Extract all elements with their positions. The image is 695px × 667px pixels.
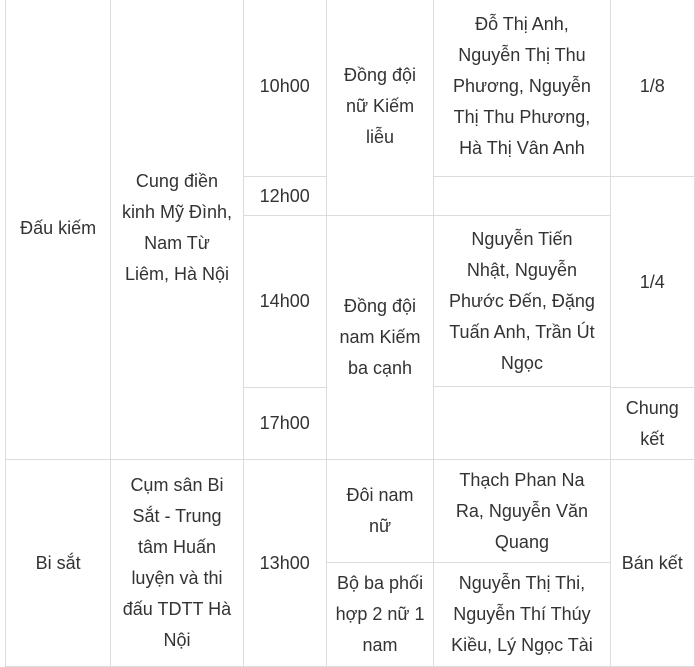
- sport-name-cell: Đấu kiếm: [6, 0, 111, 460]
- round-cell: [610, 177, 695, 388]
- text-line: Đồng đội: [344, 296, 417, 316]
- text-line: Đỗ Thị Anh,: [475, 14, 569, 34]
- athletes-cell: [434, 177, 610, 216]
- time-cell: 14h00: [243, 216, 326, 388]
- athletes-cell: [434, 460, 610, 563]
- time-cell: 13h00: [243, 460, 326, 667]
- time-cell: 10h00: [243, 0, 326, 177]
- text-line: Hà Thị Vân Anh: [459, 138, 585, 158]
- venue-cell: [111, 460, 244, 667]
- text-line: Cung điền: [135, 171, 218, 191]
- athletes-cell: [434, 387, 610, 460]
- text-line: Liêm, Hà Nội: [124, 264, 229, 284]
- round-cell: [610, 0, 695, 177]
- text-line: kết: [640, 428, 665, 449]
- round-cell: [610, 460, 695, 667]
- text-line: Thạch Phan Na: [459, 469, 585, 490]
- athletes-cell: [434, 216, 610, 387]
- schedule-table: [5, 0, 695, 667]
- text-line: nữ Kiếm: [346, 95, 415, 116]
- text-line: Nguyễn Thị Thu: [458, 45, 586, 65]
- text-line: luyện và thi: [131, 568, 223, 588]
- text-line: Tuấn Anh, Trần Út: [449, 321, 595, 342]
- text-line: Nhật, Nguyễn: [466, 259, 577, 280]
- event-cell: [326, 460, 434, 563]
- text-line: Ngọc: [500, 352, 543, 373]
- text-line: Nội: [163, 630, 191, 650]
- time-cell: 17h00: [243, 388, 326, 460]
- event-cell: [326, 563, 434, 667]
- text-line: kinh Mỹ Đình,: [121, 202, 232, 222]
- text-line: Cụm sân Bi: [130, 475, 224, 495]
- athletes-cell: [434, 563, 610, 667]
- text-line: Bộ ba phối: [337, 573, 424, 593]
- text-line: Phước Đến, Đặng: [448, 290, 595, 311]
- event-cell: [326, 216, 434, 460]
- text-line: hợp 2 nữ 1: [335, 604, 425, 624]
- text-line: Quang: [494, 531, 549, 552]
- text-line: 1/8: [639, 76, 665, 96]
- event-cell: [326, 0, 434, 216]
- text-line: nam: [362, 635, 398, 655]
- text-line: Nguyễn Tiến: [471, 228, 573, 249]
- sport-name-cell: Bi sắt: [6, 460, 111, 667]
- text-line: liễu: [366, 126, 395, 147]
- text-line: nữ: [369, 516, 392, 536]
- text-line: Nam Từ: [144, 233, 210, 253]
- table-row: [6, 0, 695, 177]
- text-line: nam Kiếm: [339, 327, 421, 347]
- round-cell: [610, 388, 695, 460]
- venue-cell: [111, 0, 244, 460]
- text-line: Đôi nam: [346, 485, 414, 505]
- athletes-cell: [434, 0, 610, 177]
- text-line: đấu TDTT Hà: [122, 599, 232, 619]
- time-cell: 12h00: [243, 177, 326, 216]
- text-line: tâm Huấn: [137, 537, 216, 557]
- text-line: Phương, Nguyễn: [452, 76, 591, 96]
- text-line: Chung: [625, 397, 679, 418]
- text-line: Ra, Nguyễn Văn: [455, 500, 588, 521]
- text-line: Nguyễn Thí Thúy: [453, 604, 591, 624]
- text-line: ba cạnh: [348, 358, 413, 378]
- text-line: Sắt - Trung: [132, 506, 222, 526]
- text-line: Thị Thu Phương,: [453, 107, 591, 127]
- text-line: Nguyễn Thị Thi,: [458, 573, 586, 593]
- text-line: Đồng đội: [344, 64, 417, 85]
- table-row: [6, 460, 695, 563]
- text-line: Kiều, Lý Ngọc Tài: [451, 635, 593, 655]
- text-line: Bán kết: [621, 552, 683, 573]
- text-line: 1/4: [639, 271, 665, 292]
